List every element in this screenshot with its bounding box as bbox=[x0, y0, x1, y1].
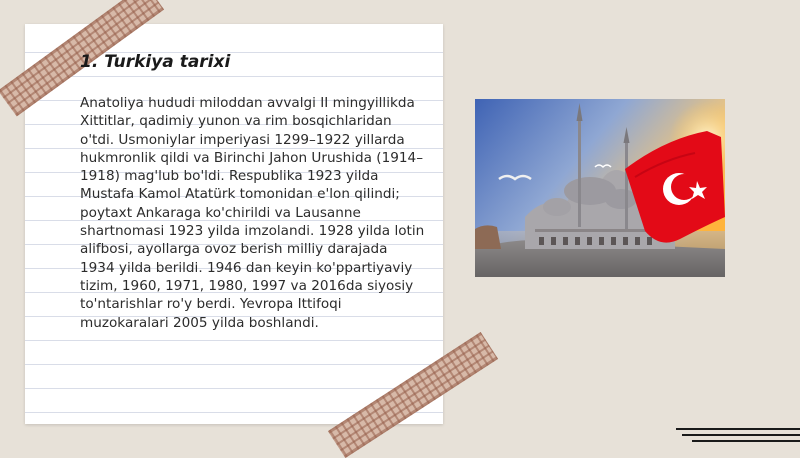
section-body-text: Anatoliya hududi miloddan avvalgi II mingyillikda Xittitlar, qadimiy yunon va rim bosqichlaridan o'tdi. Usmoniylar imperiyasi 1299–1922 yillarda hukmronlik qildi va Birinchi Jahon Urushida (1914–1918) mag'lub bo'ldi. Respublika 1923 yilda Mustafa Kamol Atatürk tomonidan e'lon qilindi; poytaxt Ankaraga ko'chirildi va Lausanne shartnomasi 1923 yilda imzolandi. 1928 yilda lotin alifbosi, ayollarga ovoz berish milliy darajada 1934 yilda berildi. 1946 dan keyin ko'ppartiyaviy tizim, 1960, 1971, 1980, 1997 va 2016da siyosiy to'ntarishlar ro'y berdi. Yevropa Ittifoqi muzokaralari 2005 yilda boshlandi. bbox=[80, 95, 425, 331]
decorative-lines bbox=[676, 424, 800, 444]
section-heading: 1. Turkiya tarixi bbox=[80, 52, 231, 72]
istanbul-mosque-flag-photo bbox=[475, 99, 725, 277]
